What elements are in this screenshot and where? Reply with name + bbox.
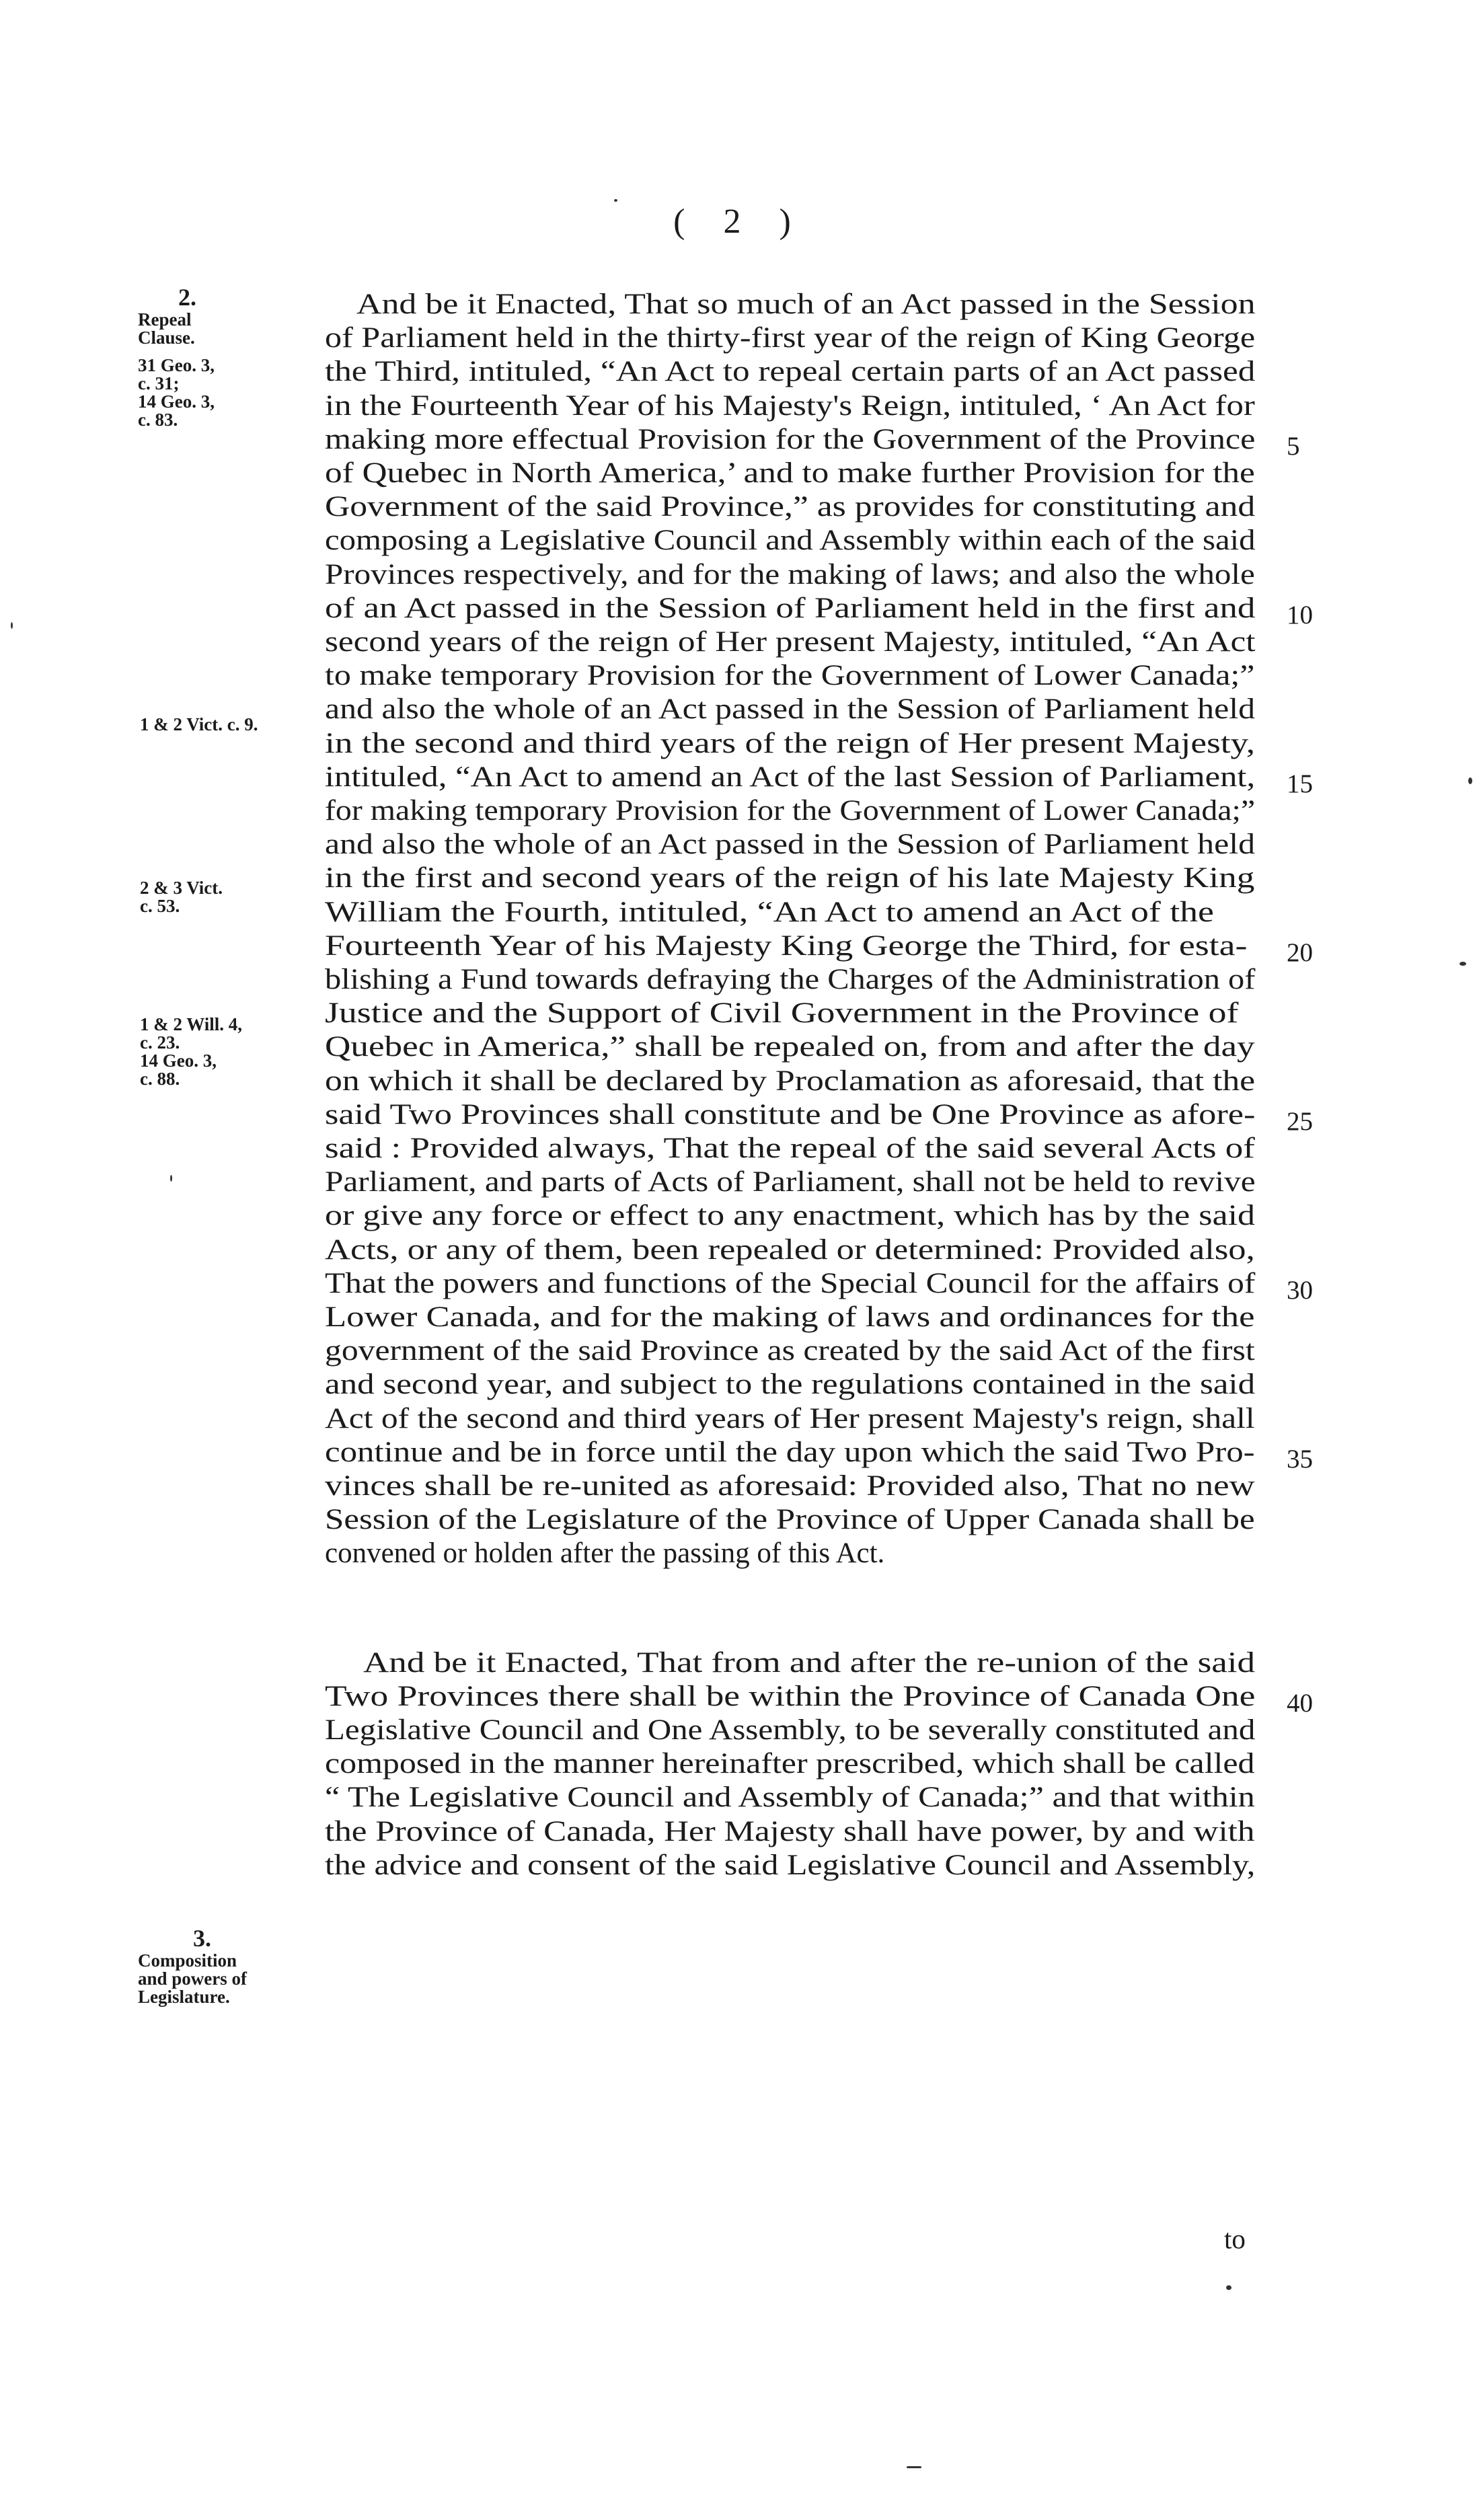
margin-line: and powers of — [138, 1969, 248, 1989]
margin-line: Composition — [138, 1950, 237, 1971]
margin-line: c. 23. — [140, 1032, 180, 1053]
text-line: “ The Legislative Council and Assembly of Canada;” and that within — [325, 1782, 1255, 1814]
text-line: the advice and consent of the said Legislative Council and Assembly, — [325, 1849, 1256, 1881]
margin-section-number: 2. — [178, 284, 196, 311]
text-line: in the first and second years of the reign of his late Majesty King — [325, 862, 1255, 894]
margin-note-will-4 — [140, 1016, 274, 1088]
line-number: 5 — [1287, 431, 1300, 461]
text-line: composing a Legislative Council and Assembly within each of the said — [325, 525, 1256, 557]
scan-speck — [1226, 2285, 1231, 2290]
text-line: Acts, or any of them, been repealed or determined: Provided also, — [325, 1233, 1255, 1266]
text-line: making more effectual Provision for the Government of the Province — [325, 423, 1256, 455]
text-line: And be it Enacted, That so much of an Act passed in the Session — [356, 289, 1256, 320]
margin-line: 14 Geo. 3, — [140, 1051, 217, 1071]
margin-line: c. 83. — [138, 410, 178, 430]
scan-speck — [1459, 962, 1466, 966]
text-line: to make temporary Provision for the Government of Lower Canada;” — [325, 660, 1255, 692]
text-line: And be it Enacted, That from and after the re-union of the said — [363, 1646, 1256, 1679]
margin-line: c. 31; — [138, 373, 180, 393]
catchword: to — [1224, 2223, 1246, 2254]
text-line: the Third, intituled, “An Act to repeal certain parts of an Act passed — [325, 356, 1256, 388]
text-line: and second year, and subject to the regulations contained in the said — [325, 1369, 1256, 1401]
line-number: 20 — [1287, 938, 1313, 967]
margin-line: 1 & 2 Vict. c. 9. — [140, 714, 258, 734]
line-number: 10 — [1287, 600, 1313, 629]
text-line: government of the said Province as created by the said Act of the first — [325, 1335, 1255, 1367]
margin-note-vict-2-3 — [140, 879, 274, 915]
text-line: of Parliament held in the thirty-first year of the reign of King George — [325, 322, 1256, 354]
scan-speck — [11, 622, 13, 629]
line-number: 40 — [1287, 1688, 1313, 1718]
text-line: Quebec in America,” shall be repealed on, from and after the day — [325, 1031, 1255, 1063]
text-line: for making temporary Provision for the Government of Lower Canada;” — [325, 795, 1256, 827]
margin-line: 31 Geo. 3, — [138, 355, 215, 375]
text-line: Provinces respectively, and for the making of laws; and also the whole — [325, 558, 1255, 590]
text-line: said Two Provinces shall constitute and be One Province as afore- — [325, 1098, 1256, 1131]
text-line: of Quebec in North America,’ and to make further Provision for the — [325, 457, 1255, 489]
text-line: and also the whole of an Act passed in the Session of Parliament held — [325, 829, 1256, 861]
text-line: Two Provinces there shall be within the Province of Canada One — [325, 1680, 1256, 1712]
text-line: blishing a Fund towards defraying the Charges of the Administration of — [325, 964, 1256, 995]
text-line: Parliament, and parts of Acts of Parliament, shall not be held to revive — [325, 1166, 1256, 1198]
text-line: Lower Canada, and for the making of laws and ordinances for the — [325, 1301, 1255, 1333]
margin-line: Legislature. — [138, 1987, 230, 2007]
text-line: composed in the manner hereinafter prescribed, which shall be called — [325, 1748, 1255, 1780]
text-line: continue and be in force until the day upon which the said Two Pro- — [325, 1436, 1255, 1468]
text-line: in the Fourteenth Year of his Majesty's Reign, intituled, ‘ An Act for — [325, 389, 1255, 422]
line-number: 15 — [1287, 769, 1313, 798]
page-number: ( 2 ) — [673, 202, 806, 241]
text-line: Government of the said Province,” as provides for constituting and — [325, 491, 1256, 523]
text-line: William the Fourth, intituled, “An Act to amend an Act of the — [325, 896, 1214, 928]
text-line: Legislative Council and One Assembly, to be severally constituted and — [325, 1714, 1256, 1746]
text-line: That the powers and functions of the Special Council for the affairs of — [325, 1267, 1256, 1299]
scan-speck — [1468, 777, 1472, 784]
text-line: or give any force or effect to any enactment, which has by the said — [325, 1200, 1256, 1232]
text-line: of an Act passed in the Session of Parliament held in the first and — [325, 592, 1256, 624]
scan-speck — [614, 199, 617, 202]
text-line: and also the whole of an Act passed in the Session of Parliament held — [325, 693, 1256, 726]
scan-speck — [907, 2466, 921, 2468]
text-line: in the second and third years of the reign of Her present Majesty, — [325, 727, 1256, 759]
text-line: on which it shall be declared by Proclamation as aforesaid, that the — [325, 1065, 1256, 1097]
margin-line: Clause. — [138, 328, 195, 348]
line-number: 35 — [1287, 1444, 1313, 1474]
text-line: intituled, “An Act to amend an Act of the last Session of Parliament, — [325, 761, 1256, 793]
margin-line: 14 Geo. 3, — [138, 391, 215, 412]
text-line: Session of the Legislature of the Province of Upper Canada shall be — [325, 1504, 1255, 1536]
margin-note-section-2 — [138, 284, 239, 429]
scan-speck — [170, 1175, 172, 1182]
text-line: the Province of Canada, Her Majesty shall have power, by and with — [325, 1815, 1255, 1847]
margin-line: 1 & 2 Will. 4, — [140, 1014, 243, 1034]
text-line: Justice and the Support of Civil Government in the Province of — [325, 997, 1239, 1030]
text-line: said : Provided always, That the repeal of the said several Acts of — [325, 1133, 1255, 1164]
margin-line: c. 88. — [140, 1069, 180, 1089]
text-line: second years of the reign of Her present Majesty, intituled, “An Act — [325, 626, 1256, 658]
text-line: Act of the second and third years of Her present Majesty's reign, shall — [325, 1402, 1255, 1435]
margin-line: 2 & 3 Vict. — [140, 878, 223, 898]
margin-note-vict-1-2 — [140, 716, 308, 734]
text-line: vinces shall be re-united as aforesaid: Provided also, That no new — [325, 1470, 1255, 1502]
line-number: 30 — [1287, 1275, 1313, 1305]
margin-note-section-3 — [138, 1925, 293, 2006]
margin-section-number: 3. — [193, 1925, 211, 1952]
text-line: convened or holden after the passing of this Act. — [325, 1537, 885, 1570]
line-number: 25 — [1287, 1106, 1313, 1136]
text-line: Fourteenth Year of his Majesty King George the Third, for esta- — [325, 929, 1248, 962]
margin-line: Repeal — [138, 309, 192, 330]
margin-line: c. 53. — [140, 896, 180, 916]
